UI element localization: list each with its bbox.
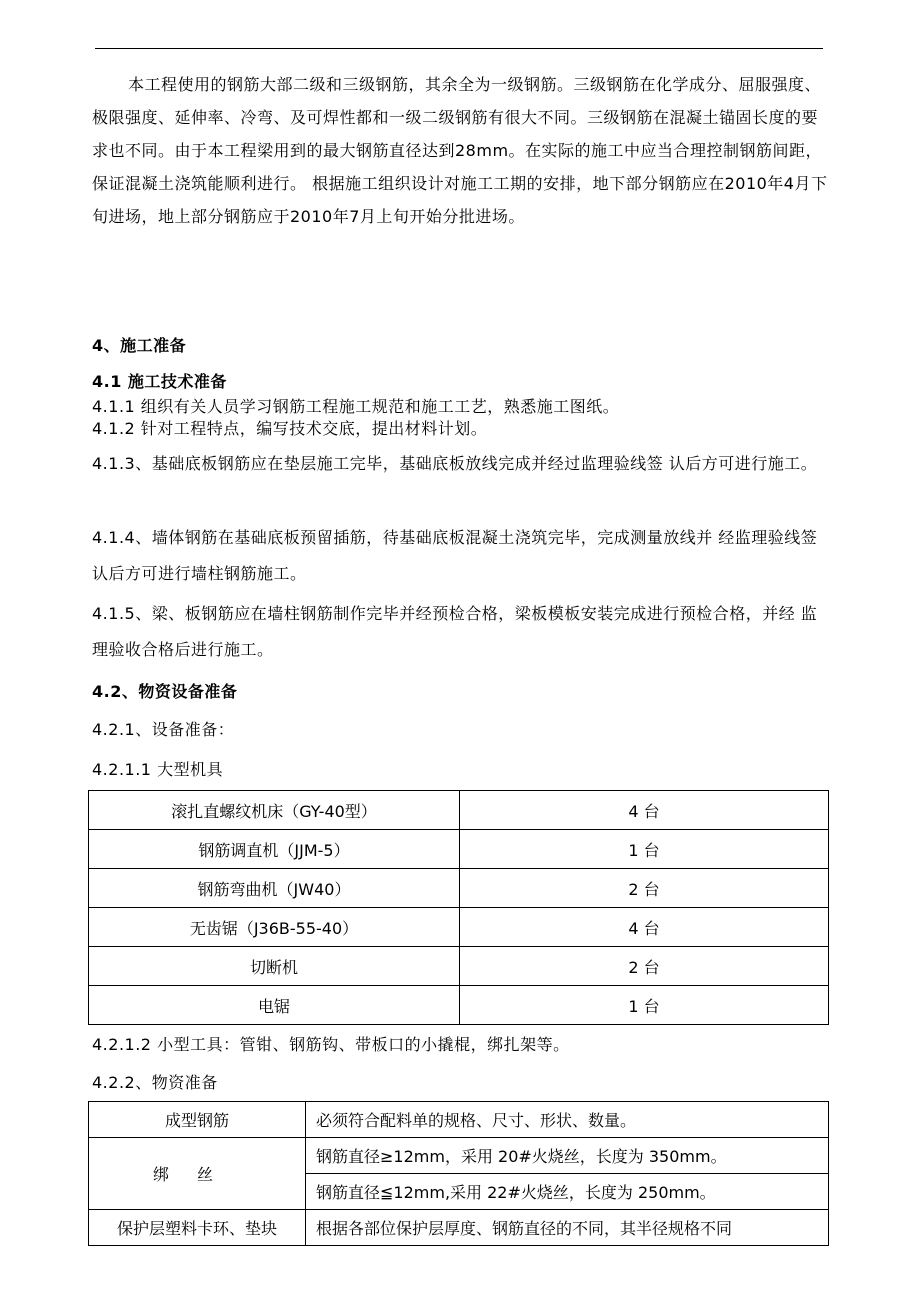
- material-name: 成型钢筋: [89, 1102, 306, 1138]
- table-row: [89, 986, 829, 1025]
- item-4-2-1-2: 4.2.1.2 小型工具：管钳、钢筋钩、带板口的小撬棍，绑扎架等。: [92, 1035, 570, 1054]
- item-4-1-1: 4.1.1 组织有关人员学习钢筋工程施工规范和施工工艺，熟悉施工图纸。: [92, 397, 620, 416]
- table-row: [89, 869, 829, 908]
- machine-qty: 4 台: [460, 908, 829, 947]
- section-4-heading: 4、施工准备: [92, 336, 187, 355]
- item-4-1-2: 4.1.2 针对工程特点，编写技术交底，提出材料计划。: [92, 419, 488, 438]
- machine-qty: 2 台: [460, 869, 829, 908]
- item-4-1-3: 4.1.3、基础底板钢筋应在垫层施工完毕，基础底板放线完成并经过监理验线签 认后方可进行施工。: [92, 454, 818, 473]
- machine-name: 切断机: [89, 947, 460, 986]
- item-4-2-1-1: 4.2.1.1 大型机具: [92, 760, 224, 779]
- machine-qty: 1 台: [460, 986, 829, 1025]
- machine-table: [88, 790, 829, 1025]
- table-row: [89, 791, 829, 830]
- table-row: [89, 1210, 829, 1246]
- machine-name: 钢筋弯曲机（JW40）: [89, 869, 460, 908]
- machine-name: 无齿锯（J36B-55-40）: [89, 908, 460, 947]
- machine-qty: 2 台: [460, 947, 829, 986]
- material-desc: 必须符合配料单的规格、尺寸、形状、数量。: [306, 1102, 829, 1138]
- item-4-1-4: 4.1.4、墙体钢筋在基础底板预留插筋，待基础底板混凝土浇筑完毕，完成测量放线并 经监理验线签认后方可进行墙柱钢筋施工。: [92, 528, 818, 583]
- header-rule: [95, 48, 823, 49]
- machine-qty: 4 台: [460, 791, 829, 830]
- material-desc: 钢筋直径≦12mm,采用 22#火烧丝，长度为 250mm。: [306, 1174, 829, 1210]
- material-name: 绑丝: [89, 1138, 306, 1210]
- table-row: [89, 908, 829, 947]
- item-4-2-1: 4.2.1、设备准备：: [92, 720, 235, 739]
- machine-name: 钢筋调直机（JJM-5）: [89, 830, 460, 869]
- section-4-1-heading: 4.1 施工技术准备: [92, 372, 227, 391]
- material-desc: 钢筋直径≥12mm，采用 20#火烧丝，长度为 350mm。: [306, 1138, 829, 1174]
- item-4-2-2: 4.2.2、物资准备: [92, 1073, 218, 1092]
- table-row: [89, 947, 829, 986]
- table-row: [89, 1102, 829, 1138]
- table-row: [89, 1138, 829, 1174]
- item-4-1-5: 4.1.5、梁、板钢筋应在墙柱钢筋制作完毕并经预检合格，梁板模板安装完成进行预检合格，并经 监理验收合格后进行施工。: [92, 604, 818, 659]
- table-row: [89, 830, 829, 869]
- machine-name: 电锯: [89, 986, 460, 1025]
- machine-name: 滚扎直螺纹机床（GY-40型）: [89, 791, 460, 830]
- section-4-2-heading: 4.2、物资设备准备: [92, 682, 238, 701]
- machine-qty: 1 台: [460, 830, 829, 869]
- materials-table: [88, 1101, 829, 1246]
- material-name: 保护层塑料卡环、垫块: [89, 1210, 306, 1246]
- material-desc: 根据各部位保护层厚度、钢筋直径的不同，其半径规格不同: [306, 1210, 829, 1246]
- intro-paragraph: 本工程使用的钢筋大部二级和三级钢筋，其余全为一级钢筋。三级钢筋在化学成分、屈服强度、极限强度、延伸率、冷弯、及可焊性都和一级二级钢筋有很大不同。三级钢筋在混凝土锚固长度的要求也不同。由于本工程梁用到的最大钢筋直径达到28mm。在实际的施工中应当合理控制钢筋间距，保证混凝土浇筑能顺利进行。 根据施工组织设计对施工工期的安排，地下部分钢筋应在2010年4月下旬进场，地上部分钢筋应于2010年7月上旬开始分批进场。: [92, 75, 828, 226]
